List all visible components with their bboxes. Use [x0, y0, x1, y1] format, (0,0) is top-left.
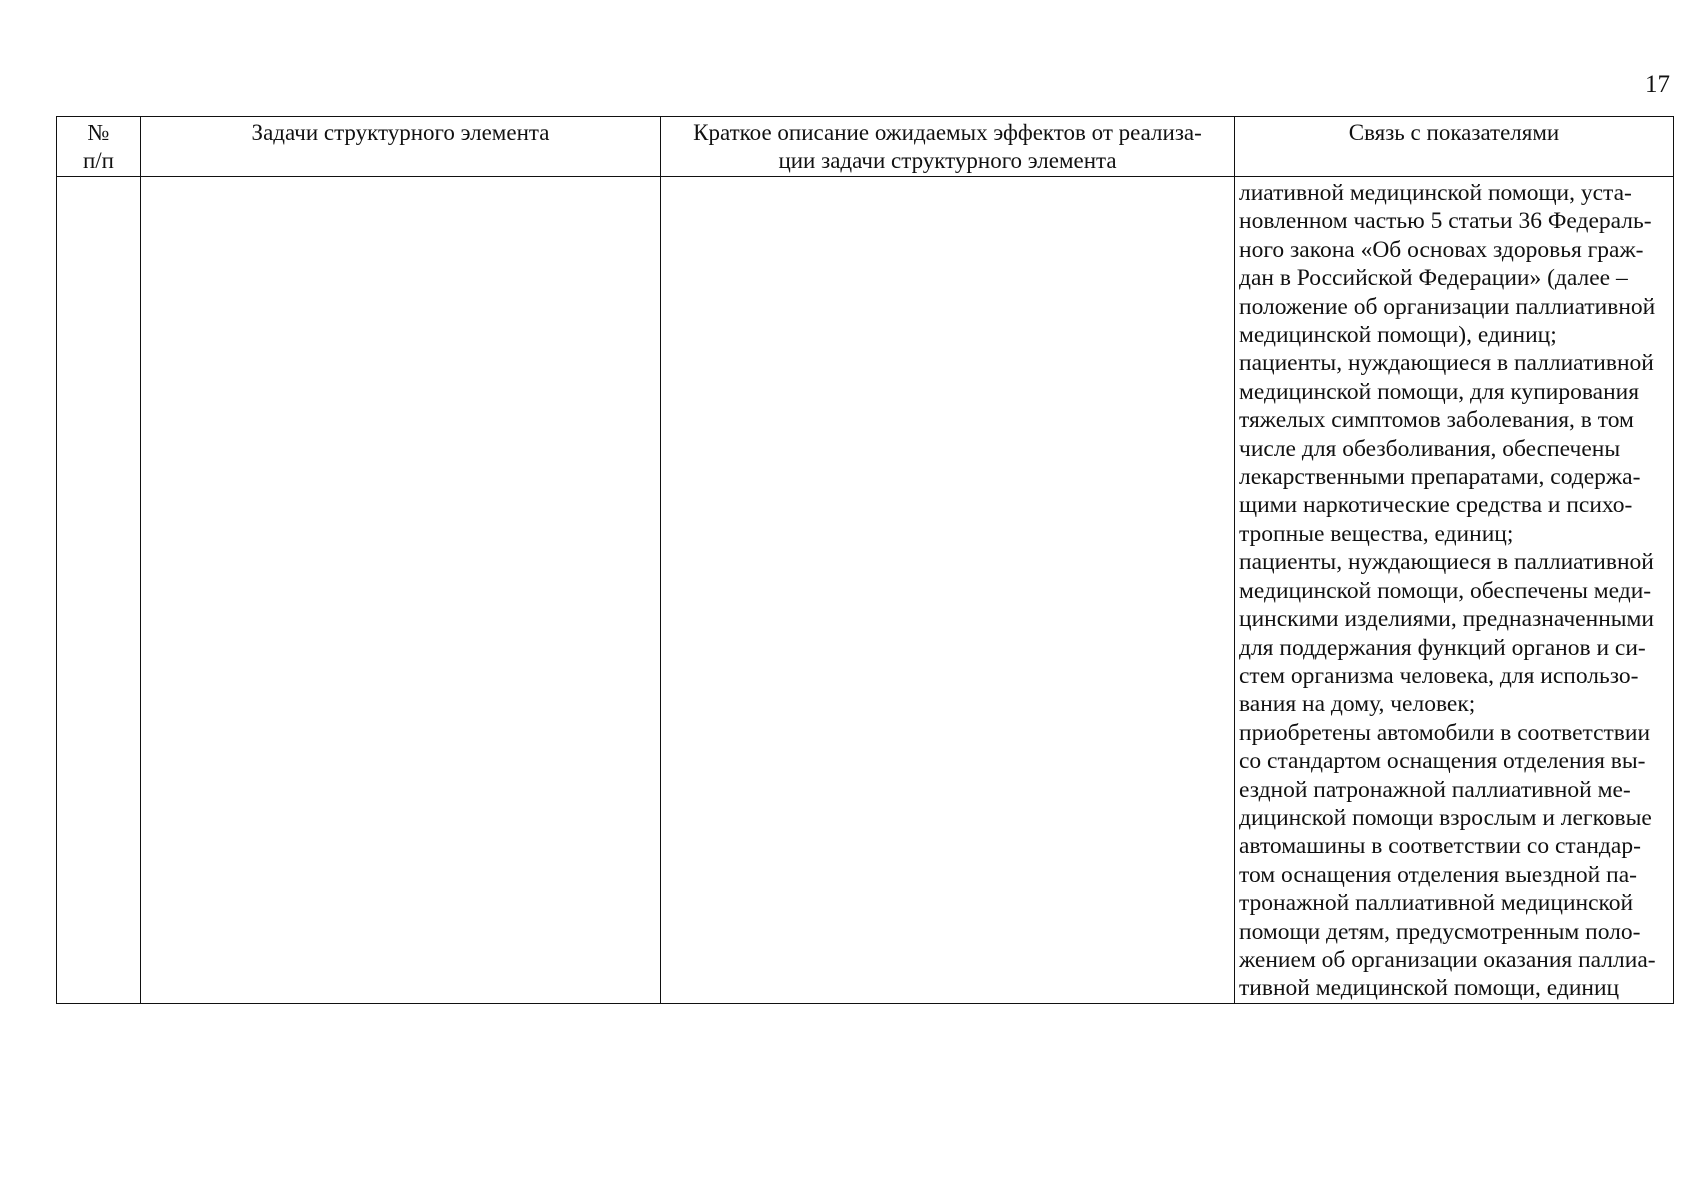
links-text-line: приобретены автомобили в соответствии — [1239, 719, 1651, 746]
links-text-line: щими наркотические средства и психо- — [1239, 492, 1633, 519]
links-text-line: ездной патронажной паллиативной ме- — [1239, 776, 1631, 803]
header-line: п/п — [82, 148, 114, 173]
links-text-line: лекарственными препаратами, содержа- — [1239, 464, 1641, 491]
links-text-line: медицинской помощи, для купирования — [1239, 378, 1640, 405]
table-row — [57, 177, 1674, 1004]
header-line: Задачи структурного элемента — [251, 120, 550, 145]
links-text-line: медицинской помощи, обеспечены меди- — [1239, 577, 1652, 604]
header-line: ции задачи структурного элемента — [778, 148, 1117, 173]
cell-effects — [661, 177, 1235, 1004]
links-text-line: вания на дому, человек; — [1239, 691, 1476, 718]
links-text-line: новленном частью 5 статьи 36 Федераль- — [1239, 208, 1652, 235]
links-text-line: положение об организации паллиативной — [1239, 293, 1656, 320]
links-text-line: тяжелых симптомов заболевания, в том — [1239, 407, 1634, 434]
links-text-line: пациенты, нуждающиеся в паллиативной — [1239, 350, 1654, 377]
document-table — [56, 116, 1674, 1004]
links-text-line: автомашины в соответствии со стандар- — [1239, 833, 1641, 860]
links-text-line: тронажной паллиативной медицинской — [1239, 890, 1634, 917]
links-text-line: медицинской помощи), единиц; — [1239, 322, 1557, 349]
links-text-line: со стандартом оснащения отделения вы- — [1239, 748, 1646, 775]
links-text-line: том оснащения отделения выездной па- — [1239, 861, 1637, 888]
links-text-line: помощи детям, предусмотренным поло- — [1239, 918, 1641, 945]
links-text-line: числе для обезболивания, обеспечены — [1239, 435, 1621, 462]
links-text-line: пациенты, нуждающиеся в паллиативной — [1239, 549, 1654, 576]
header-line: № — [87, 120, 110, 145]
links-text-line: тивной медицинской помощи, единиц — [1239, 975, 1620, 1002]
links-text-line: лиативной медицинской помощи, уста- — [1239, 180, 1632, 206]
cell-links — [1235, 177, 1674, 1004]
links-text-line: ного закона «Об основах здоровья граж- — [1239, 236, 1644, 263]
links-text-line: тропные вещества, единиц; — [1239, 520, 1514, 547]
links-text — [1235, 177, 1673, 1003]
header-line: Краткое описание ожидаемых эффектов от реализа- — [693, 120, 1202, 145]
header-links — [1235, 117, 1674, 177]
header-number — [57, 117, 141, 177]
links-text-line: дицинской помощи взрослым и легковые — [1239, 804, 1652, 831]
links-text-line: жением об организации оказания паллиа- — [1239, 946, 1656, 973]
cell-number — [57, 177, 141, 1004]
links-text-line: цинскими изделиями, предназначенными — [1239, 606, 1655, 633]
links-text-line: стем организма человека, для использо- — [1239, 662, 1639, 689]
table-header-row — [57, 117, 1674, 177]
links-text-line: дан в Российской Федерации» (далее – — [1239, 265, 1628, 292]
header-tasks — [141, 117, 661, 177]
header-line: Связь с показателями — [1348, 120, 1560, 145]
header-effects — [661, 117, 1235, 177]
page-number: 17 — [1645, 71, 1670, 98]
cell-tasks — [141, 177, 661, 1004]
links-text-line: для поддержания функций органов и си- — [1239, 634, 1646, 661]
